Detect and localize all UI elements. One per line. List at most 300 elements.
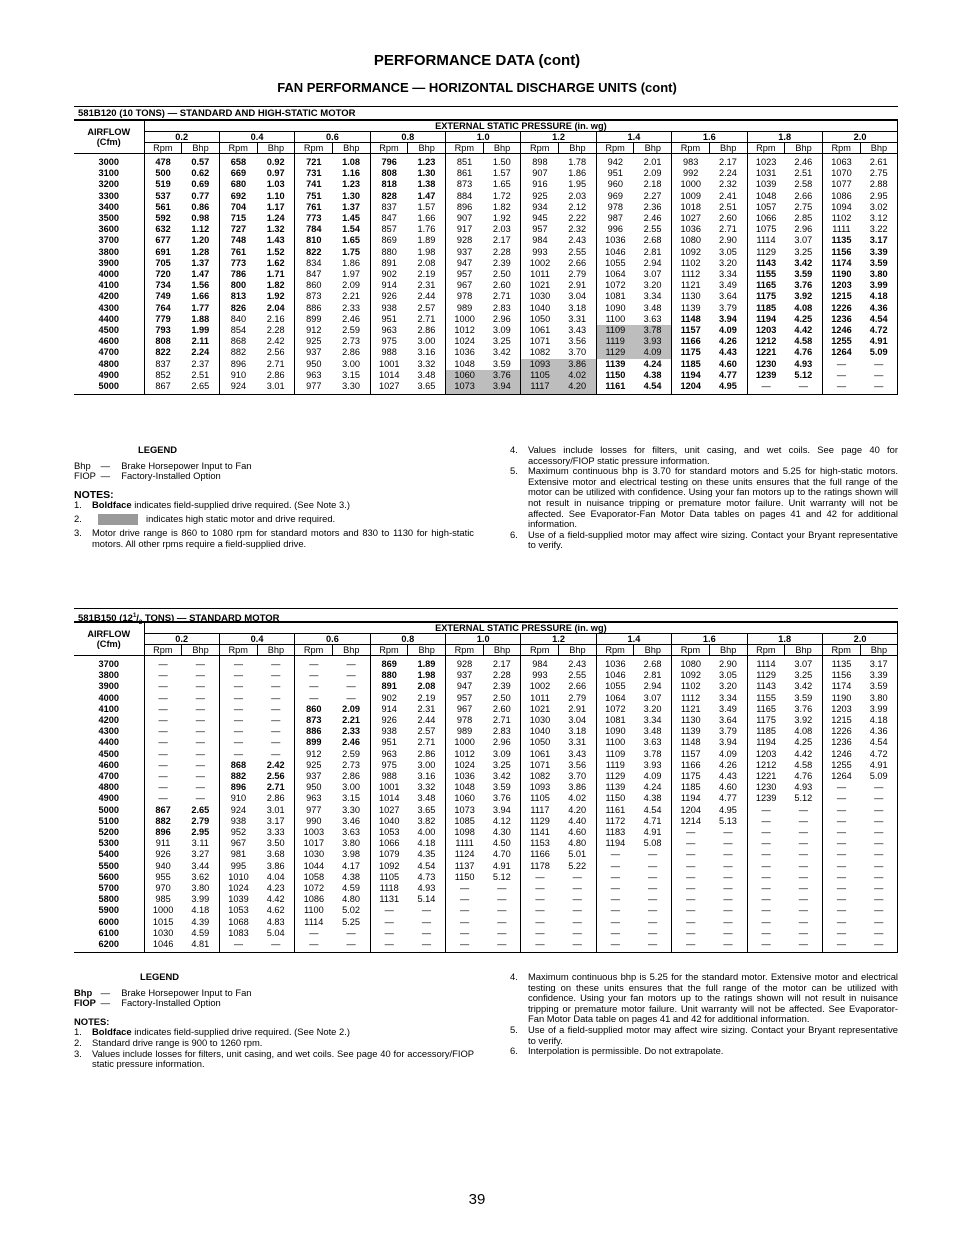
bhp-cell: 2.24 — [718, 168, 737, 179]
bhp-cell: 3.59 — [794, 269, 813, 280]
bhp-cell: 3.86 — [568, 782, 587, 793]
rpm-cell: 786 — [219, 269, 257, 280]
rpm-header: Rpm — [295, 645, 333, 656]
bhp-cell: 2.71 — [718, 224, 737, 235]
bhp-cell: 4.25 — [794, 313, 813, 324]
rpm-cell: 1100 — [596, 314, 634, 325]
rpm-cell: 1011 — [521, 269, 559, 280]
rpm-cell: 891 — [370, 258, 408, 269]
bhp-cell: 1.43 — [266, 235, 285, 246]
bhp-cell: — — [195, 748, 205, 759]
airflow-cell: 4400 — [98, 313, 119, 324]
bhp-cell: — — [723, 883, 733, 894]
table-row — [74, 269, 898, 280]
rpm-cell: — — [446, 905, 484, 916]
bhp-cell: 4.93 — [417, 883, 436, 894]
table-row — [74, 905, 898, 916]
bhp-header: Bhp — [483, 645, 521, 656]
rpm-cell: 1086 — [295, 894, 333, 905]
rpm-cell: 1175 — [672, 347, 710, 358]
rpm-header: Rpm — [295, 143, 333, 154]
pressure-header: 0.4 — [219, 634, 294, 645]
rpm-cell: 1061 — [521, 325, 559, 336]
rpm-cell: — — [370, 917, 408, 928]
bhp-cell: — — [798, 860, 808, 871]
bhp-cell: 2.60 — [492, 280, 511, 291]
rpm-cell: 1010 — [219, 872, 257, 883]
legend-text: Factory-Installed Option — [121, 470, 221, 482]
legend-row-fiop — [74, 471, 474, 482]
rpm-cell: 1075 — [747, 224, 785, 235]
airflow-cell: 4400 — [98, 737, 119, 748]
rpm-cell: — — [144, 760, 182, 771]
bhp-cell: 1.82 — [492, 201, 511, 212]
bhp-cell: 1.89 — [417, 235, 436, 246]
bhp-cell: 4.72 — [869, 325, 888, 336]
bhp-cell: 1.78 — [568, 157, 587, 167]
pressure-header: 1.8 — [747, 634, 822, 645]
rpm-cell: 1046 — [596, 670, 634, 681]
rpm-cell: 995 — [219, 861, 257, 872]
rpm-cell: 1121 — [672, 704, 710, 715]
rpm-cell: 1119 — [596, 760, 634, 771]
rpm-cell: 632 — [144, 224, 182, 235]
rpm-cell: 1194 — [747, 314, 785, 325]
bhp-cell: — — [271, 748, 281, 759]
bhp-cell: 2.85 — [794, 213, 813, 224]
bhp-cell: 3.15 — [342, 793, 360, 804]
table-row — [74, 347, 898, 358]
legend-dash: — — [100, 470, 110, 482]
bhp-cell: — — [572, 894, 582, 905]
bhp-cell: 3.16 — [417, 771, 436, 782]
bhp-cell: 3.01 — [266, 381, 285, 392]
bhp-cell: — — [346, 692, 356, 703]
rpm-header: Rpm — [822, 143, 860, 154]
bhp-cell: 1.12 — [191, 224, 210, 235]
bhp-cell: 4.20 — [559, 381, 597, 395]
rpm-cell: — — [747, 928, 785, 939]
bhp-cell: 5.09 — [869, 771, 888, 782]
rpm-cell: 1150 — [596, 793, 634, 804]
rpm-cell: — — [822, 894, 860, 905]
bhp-cell: 3.07 — [794, 659, 813, 669]
rpm-cell: 704 — [219, 202, 257, 213]
rpm-cell: 924 — [219, 381, 257, 395]
rpm-cell: 1082 — [521, 771, 559, 782]
rpm-cell: — — [747, 805, 785, 816]
airflow-cell: 4700 — [98, 771, 119, 782]
rpm-cell: 847 — [295, 269, 333, 280]
bhp-cell: 3.18 — [568, 726, 587, 737]
bhp-cell: 2.39 — [492, 257, 511, 268]
rpm-cell: 751 — [295, 191, 333, 202]
bhp-header: Bhp — [785, 143, 823, 154]
bhp-cell: 1.23 — [342, 179, 360, 190]
rpm-cell: 1185 — [672, 359, 710, 370]
airflow-cell: 5000 — [98, 804, 119, 815]
bhp-cell: 4.71 — [643, 815, 662, 826]
rpm-cell: 1246 — [822, 749, 860, 760]
bhp-cell: 4.76 — [794, 347, 813, 358]
bhp-cell: 4.39 — [191, 916, 210, 927]
rpm-cell: 1212 — [747, 336, 785, 347]
bhp-cell: — — [271, 939, 281, 950]
bhp-header: Bhp — [634, 143, 672, 154]
airflow-cell: 4000 — [98, 269, 119, 280]
bhp-cell: 2.11 — [191, 336, 209, 347]
bhp-cell: 3.78 — [643, 748, 662, 759]
bhp-cell: — — [195, 726, 205, 737]
bhp-cell: — — [798, 871, 808, 882]
rpm-cell: 1014 — [370, 793, 408, 804]
bhp-cell: — — [195, 670, 205, 681]
rpm-cell: 1139 — [672, 303, 710, 314]
bhp-cell: — — [497, 927, 507, 938]
rpm-cell: — — [521, 883, 559, 894]
rpm-cell: 977 — [295, 381, 333, 395]
rpm-cell: 1070 — [822, 168, 860, 179]
airflow-cell: 3600 — [98, 224, 119, 235]
bhp-cell: 3.25 — [492, 759, 511, 770]
rpm-cell: — — [521, 872, 559, 883]
bhp-cell: 3.56 — [568, 759, 587, 770]
rpm-cell: 1121 — [672, 280, 710, 291]
rpm-cell: 1174 — [822, 681, 860, 692]
bhp-cell: — — [874, 927, 884, 938]
rpm-cell: 1156 — [822, 247, 860, 258]
rpm-cell: 1048 — [446, 782, 484, 793]
rpm-cell: 1185 — [747, 303, 785, 314]
bhp-cell: 3.59 — [869, 681, 888, 692]
rpm-cell: 680 — [219, 179, 257, 190]
bhp-cell: 2.33 — [342, 302, 360, 313]
rpm-cell: 882 — [144, 816, 182, 827]
header-row-pressure-label — [74, 121, 898, 132]
bhp-cell: — — [497, 905, 507, 916]
table-row — [74, 670, 898, 681]
rpm-cell: 1264 — [822, 347, 860, 358]
bhp-cell: 2.95 — [191, 827, 210, 838]
bhp-cell: 4.54 — [869, 313, 888, 324]
bhp-cell: 1.23 — [417, 157, 436, 167]
rpm-cell: 1118 — [370, 883, 408, 894]
rpm-cell: 847 — [370, 213, 408, 224]
rpm-cell: 1015 — [144, 917, 182, 928]
rpm-cell: 1072 — [596, 280, 634, 291]
rpm-cell: 1129 — [747, 670, 785, 681]
bhp-cell: 3.76 — [794, 703, 813, 714]
bhp-cell: — — [195, 715, 205, 726]
pressure-header: 2.0 — [822, 634, 897, 645]
rpm-cell: 1053 — [219, 905, 257, 916]
bhp-cell: 4.77 — [718, 369, 737, 380]
bhp-cell: 2.19 — [417, 269, 436, 280]
rpm-cell: — — [144, 737, 182, 748]
bhp-cell: 3.98 — [342, 849, 360, 860]
rpm-cell: — — [747, 872, 785, 883]
rpm-cell: 1021 — [521, 280, 559, 291]
airflow-cell: 4600 — [98, 759, 119, 770]
rpm-cell: 1124 — [446, 849, 484, 860]
rpm-header: Rpm — [822, 645, 860, 656]
pressure-header: 1.6 — [672, 132, 747, 143]
rpm-cell: 1215 — [822, 291, 860, 302]
rpm-cell: — — [747, 838, 785, 849]
airflow-cell: 4200 — [98, 715, 119, 726]
bhp-cell: 2.91 — [568, 703, 587, 714]
bhp-cell: 5.01 — [568, 849, 587, 860]
note-1: 1. Boldface indicates field-supplied drive required. (See Note 3.) — [74, 499, 350, 511]
table-row — [74, 782, 898, 793]
rpm-cell: 741 — [295, 179, 333, 190]
bhp-cell: 2.27 — [643, 190, 662, 201]
pressure-header: 1.8 — [747, 132, 822, 143]
rpm-cell: 1060 — [446, 370, 484, 381]
airflow-cell: 4100 — [98, 280, 119, 291]
rpm-cell: 896 — [144, 827, 182, 838]
rpm-cell: 1130 — [672, 291, 710, 302]
rpm-cell: 1073 — [446, 381, 484, 395]
bhp-cell: 4.54 — [417, 860, 436, 871]
bhp-cell: — — [874, 939, 884, 950]
rpm-cell: 1100 — [295, 905, 333, 916]
rpm-cell: 1112 — [672, 269, 710, 280]
rpm-cell: 967 — [446, 280, 484, 291]
rpm-cell: 828 — [370, 191, 408, 202]
rpm-cell: — — [822, 370, 860, 381]
table-row — [74, 715, 898, 726]
note-5: 5. Maximum continuous bhp is 3.70 for standard motors and 5.25 for high-static motors. Extensive motor and electrical testing on these units ensures that the full range of the motor can be utilized with confidence. Using your fan motors up to the ratings shown will not result in nuisance tripping or premature motor failure. Unit warranty will not be affected. See Evaporator-Fan Motor Data tables on pages 41 and 42 for additional information. — [510, 465, 898, 530]
bhp-cell: 5.12 — [794, 793, 813, 804]
bhp-cell: — — [723, 871, 733, 882]
bhp-cell: 3.80 — [869, 269, 888, 280]
rpm-cell: 860 — [295, 704, 333, 715]
bhp-cell: 2.56 — [266, 771, 285, 782]
bhp-cell: 2.90 — [718, 659, 737, 669]
rpm-cell: 898 — [521, 154, 559, 169]
bhp-cell: 2.28 — [492, 246, 511, 257]
bhp-cell: 4.12 — [492, 815, 511, 826]
table-row — [74, 280, 898, 291]
bhp-cell: — — [572, 871, 582, 882]
bhp-cell: — — [271, 681, 281, 692]
bhp-cell: — — [647, 927, 658, 938]
bhp-cell: 3.94 — [492, 804, 511, 815]
airflow-cell: 3900 — [98, 257, 119, 268]
rpm-cell: 592 — [144, 213, 182, 224]
rpm-cell: 925 — [295, 336, 333, 347]
bhp-cell: 4.91 — [492, 860, 511, 871]
bhp-cell: 2.09 — [643, 168, 662, 179]
bhp-cell: 3.63 — [643, 737, 662, 748]
rpm-cell: 837 — [144, 359, 182, 370]
rpm-cell: 1040 — [521, 726, 559, 737]
rpm-cell: 988 — [370, 347, 408, 358]
rpm-cell: 1036 — [596, 235, 634, 246]
bhp-cell: 3.70 — [568, 771, 587, 782]
rpm-cell: — — [672, 905, 710, 916]
rpm-cell: 1024 — [219, 883, 257, 894]
bhp-cell: 3.25 — [794, 670, 813, 681]
rpm-cell: 1003 — [295, 827, 333, 838]
rpm-cell: 938 — [219, 816, 257, 827]
bhp-header: Bhp — [559, 645, 597, 656]
rpm-cell: 1185 — [672, 782, 710, 793]
bhp-cell: 2.44 — [417, 291, 436, 302]
bhp-cell: 2.32 — [718, 179, 737, 190]
rpm-header: Rpm — [747, 143, 785, 154]
airflow-cell: 6200 — [98, 939, 119, 950]
bhp-cell: — — [572, 927, 582, 938]
rpm-cell: — — [747, 905, 785, 916]
rpm-cell: — — [747, 917, 785, 928]
rpm-cell: 924 — [219, 805, 257, 816]
bhp-cell: 2.86 — [342, 771, 360, 782]
bhp-cell: 2.57 — [417, 302, 436, 313]
bhp-cell: 1.88 — [191, 313, 210, 324]
pressure-header: 1.4 — [596, 634, 671, 645]
rpm-cell: 899 — [295, 314, 333, 325]
rpm-cell: 1155 — [747, 693, 785, 704]
bhp-cell: 5.08 — [643, 838, 662, 849]
rpm-cell: — — [521, 894, 559, 905]
rpm-cell: 1221 — [747, 771, 785, 782]
bhp-cell: 3.00 — [342, 358, 360, 369]
table-row — [74, 872, 898, 883]
rpm-cell: — — [219, 749, 257, 760]
bhp-cell: — — [195, 782, 205, 793]
bhp-cell: 3.59 — [794, 692, 813, 703]
bhp-cell: 3.82 — [417, 815, 436, 826]
note-6: 6. Interpolation is permissible. Do not extrapolate. — [510, 1045, 724, 1057]
rpm-cell: — — [596, 917, 634, 928]
rpm-cell: 899 — [295, 737, 333, 748]
airflow-label: AIRFLOW — [87, 127, 131, 137]
airflow-cell: 4500 — [98, 748, 119, 759]
bhp-cell: 1.45 — [342, 213, 360, 224]
bhp-cell: 1.66 — [191, 291, 210, 302]
rpm-cell: 1129 — [596, 347, 634, 358]
bhp-cell: 2.03 — [492, 224, 511, 235]
rpm-cell: 1000 — [446, 314, 484, 325]
airflow-cell: 4900 — [98, 793, 119, 804]
bhp-cell: — — [572, 939, 582, 950]
bhp-cell: 1.95 — [568, 179, 587, 190]
bhp-cell: 2.46 — [643, 213, 662, 224]
rpm-cell: — — [446, 894, 484, 905]
rpm-cell: 993 — [521, 247, 559, 258]
bhp-cell: 1.20 — [191, 235, 210, 246]
rpm-cell: — — [822, 782, 860, 793]
rpm-cell: 1236 — [822, 737, 860, 748]
bhp-cell: — — [647, 849, 658, 860]
rpm-cell: 983 — [672, 154, 710, 169]
table1-heading: 581B120 (10 TONS) — STANDARD AND HIGH-STATIC MOTOR — [74, 106, 898, 120]
rpm-cell: 658 — [219, 154, 257, 169]
bhp-cell: 3.25 — [492, 336, 511, 347]
bhp-cell: 2.73 — [342, 759, 360, 770]
rpm-cell: 761 — [219, 247, 257, 258]
bhp-cell: 1.62 — [266, 257, 285, 268]
rpm-cell: 912 — [295, 325, 333, 336]
rpm-cell: 1080 — [672, 235, 710, 246]
bhp-cell: — — [195, 681, 205, 692]
rpm-cell: 1064 — [596, 693, 634, 704]
airflow-header — [74, 121, 144, 154]
legend-abbr: Bhp — [74, 986, 93, 998]
rpm-header: Rpm — [219, 645, 257, 656]
rpm-cell: 1165 — [747, 704, 785, 715]
table-row — [74, 202, 898, 213]
page-subtitle: FAN PERFORMANCE — HORIZONTAL DISCHARGE UNITS (cont) — [277, 80, 677, 95]
rpm-header: Rpm — [370, 645, 408, 656]
rpm-cell: 1046 — [144, 939, 182, 953]
bhp-cell: 2.31 — [417, 703, 436, 714]
table-row — [74, 793, 898, 804]
bhp-cell: 3.99 — [191, 894, 210, 905]
bhp-cell: 5.02 — [342, 905, 360, 916]
rpm-cell: 1114 — [747, 235, 785, 246]
bhp-cell: 3.42 — [492, 771, 511, 782]
bhp-cell: — — [798, 804, 808, 815]
airflow-cell: 4100 — [98, 703, 119, 714]
header-row-units — [74, 143, 898, 154]
table-row — [74, 247, 898, 258]
bhp-cell: 2.75 — [794, 201, 813, 212]
bhp-cell: 0.98 — [191, 213, 210, 224]
header-row-pressures — [74, 132, 898, 143]
legend-text: Factory-Installed Option — [121, 997, 221, 1009]
rpm-cell: 1024 — [446, 336, 484, 347]
rpm-cell: 868 — [219, 760, 257, 771]
rpm-cell: 1094 — [822, 202, 860, 213]
bhp-cell: 3.20 — [718, 257, 737, 268]
rpm-cell: 1221 — [747, 347, 785, 358]
bhp-cell: — — [421, 916, 431, 927]
bhp-cell: 3.79 — [718, 302, 737, 313]
rpm-cell: — — [219, 715, 257, 726]
bhp-cell: 0.92 — [266, 157, 285, 167]
bhp-cell: 3.07 — [643, 269, 662, 280]
bhp-cell: 1.16 — [342, 168, 360, 179]
rpm-cell: — — [295, 656, 333, 671]
bhp-cell: 3.42 — [794, 681, 813, 692]
bhp-cell: 3.31 — [568, 737, 587, 748]
bhp-cell: 2.17 — [492, 235, 511, 246]
bhp-cell: — — [647, 939, 658, 950]
bhp-cell: — — [723, 838, 733, 849]
rpm-cell: 867 — [144, 381, 182, 395]
rpm-cell: 873 — [295, 291, 333, 302]
bhp-cell: — — [271, 692, 281, 703]
rpm-cell: — — [295, 928, 333, 939]
bhp-cell: 2.73 — [342, 336, 360, 347]
bhp-cell: 2.83 — [492, 726, 511, 737]
legend-dash: — — [100, 459, 110, 471]
bhp-cell: 2.56 — [266, 347, 285, 358]
bhp-cell: 2.75 — [869, 168, 888, 179]
rpm-cell: 1246 — [822, 325, 860, 336]
esp-header: EXTERNAL STATIC PRESSURE (in. wg) — [144, 623, 898, 634]
bhp-cell: — — [271, 737, 281, 748]
rpm-cell: 896 — [219, 359, 257, 370]
rpm-cell: 1190 — [822, 269, 860, 280]
bhp-cell: 1.98 — [417, 670, 436, 681]
bhp-cell: — — [346, 927, 356, 938]
bhp-cell: — — [497, 939, 507, 950]
rpm-cell: 1083 — [219, 928, 257, 939]
